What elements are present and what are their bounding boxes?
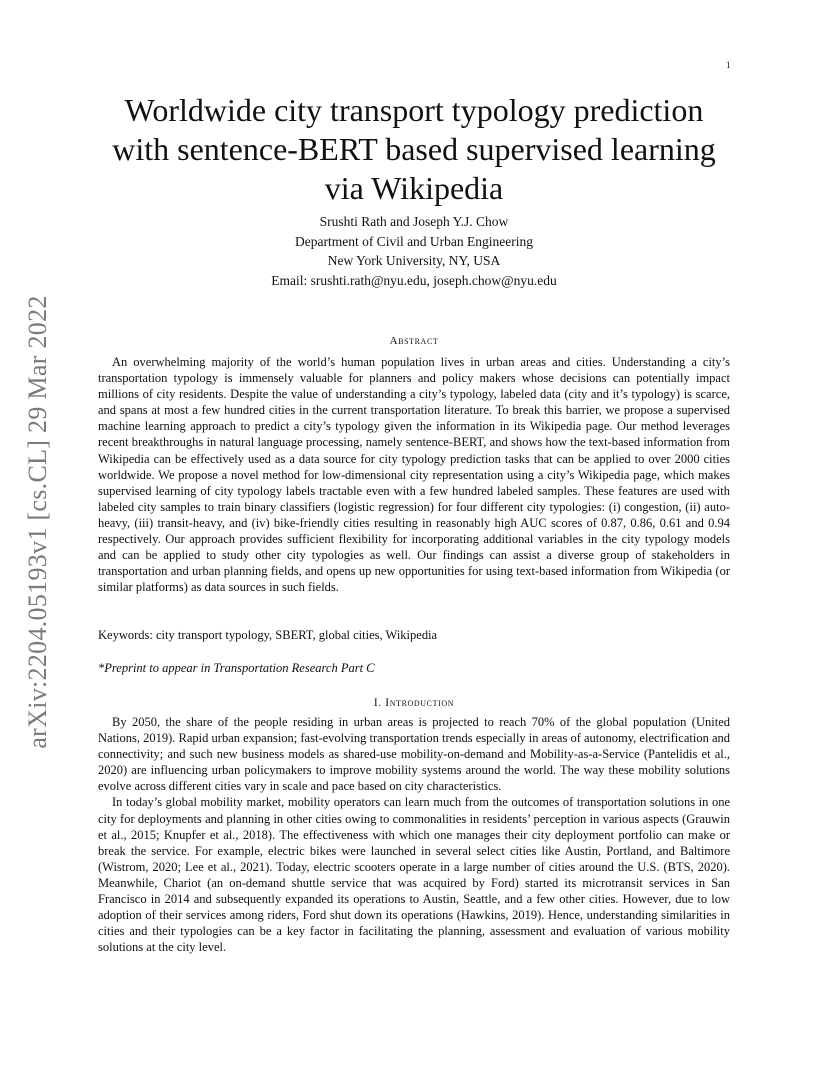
author-names: Srushti Rath and Joseph Y.J. Chow — [319, 214, 509, 229]
paper-title — [80, 91, 748, 208]
arxiv-stamp-text: arXiv:2204.05193v1 [cs.CL] 29 Mar 2022 — [23, 295, 52, 749]
section-title: Introduction — [385, 697, 455, 709]
author-block — [100, 212, 728, 290]
section-body — [98, 714, 730, 955]
title-line-2: with sentence-BERT based supervised learning — [112, 131, 716, 167]
body-paragraph-2: In today’s global mobility market, mobility operators can learn much from the outcomes of transportation solutions in one city for deployments and planning in other cities owing to commonalities in residents’ perception in various aspects (Grauwin et al., 2015; Knupfer et al., 2018). The effectiveness with which one manages their city deployment portfolio can make or break the service. For example, electric bikes were launched in several select cities like Austin, Portland, and Baltimore (Wistrom, 2020; Lee et al., 2021). Today, electric scooters operate in a large number of cities around the U.S. (BTS, 2020). Meanwhile, Chariot (an on-demand shuttle service that was acquired by Ford) started its microtransit services in San Francisco in 2014 and subsequently expanded its operations to Austin, Seattle, and a few other cities. However, due to low adoption of their services among riders, Ford shut down its operations (Hawkins, 2019). Hence, understanding similarities in cities and their typologies can be a key factor in facilitating the planning, assessment and evaluation of various mobility solutions at the city level. — [98, 795, 730, 955]
author-university: New York University, NY, USA — [327, 253, 501, 268]
keywords: Keywords: city transport typology, SBERT, global cities, Wikipedia — [98, 628, 438, 642]
page-number: 1 — [726, 60, 731, 70]
abstract-text: An overwhelming majority of the world’s human population lives in urban areas and cities. Understanding a city’s transportation typology is immensely valuable for planners and policy makers whose decisions can potentially impact millions of city residents. Despite the value of understanding a city’s typology, labeled data (city and it’s typology) is scarce, and spans at most a few hundred cities in the current transportation literature. To break this barrier, we propose a supervised machine learning approach to predict a city’s typology given the information in its Wikipedia page. Our method leverages recent breakthroughs in natural language processing, namely sentence-BERT, and shows how the text-based information from Wikipedia can be effectively used as a data source for city typology prediction tasks that can be applied to over 2000 cities worldwide. We propose a novel method for low-dimensional city representation using a city’s Wikipedia page, which makes supervised learning of city typology labels tractable even with a few hundred labeled samples. These features are used with labeled city samples to train binary classifiers (logistic regression) for four different city typologies: (i) congestion, (ii) auto-heavy, (iii) transit-heavy, and (iv) bike-friendly cities resulting in reasonably high AUC scores of 0.87, 0.86, 0.61 and 0.94 respectively. Our approach provides sufficient flexibility for incorporating additional variables in the city typology models and can be applied to study other city typologies as well. Our findings can assist a diverse group of stakeholders in transportation and urban planning fields, and opens up new opportunities for using text-based information from Wikipedia (or similar platforms) as data sources in such fields. — [98, 355, 730, 595]
preprint-note: *Preprint to appear in Transportation Research Part C — [98, 661, 375, 675]
section-heading — [98, 697, 730, 709]
body-paragraph-1: By 2050, the share of the people residing in urban areas is projected to reach 70% of the global population (United Nations, 2019). Rapid urban expansion; fast-evolving transportation trends especially in areas of autonomy, electrification and connectivity; and such new business models as shared-use mobility-on-demand and Mobility-as-a-Service (Pantelidis et al., 2020) are influencing urban policymakers to improve mobility systems around the world. The way these mobility solutions evolve across different cities vary in scale and pace based on city characteristics. — [98, 715, 730, 794]
author-department: Department of Civil and Urban Engineering — [294, 233, 534, 249]
section-number: I. — [373, 697, 382, 709]
author-email: Email: srushti.rath@nyu.edu, joseph.chow@nyu.edu — [271, 272, 557, 288]
title-line-1: Worldwide city transport typology prediction — [124, 92, 704, 128]
abstract-heading: Abstract — [389, 335, 439, 347]
title-line-3: via Wikipedia — [324, 170, 504, 206]
